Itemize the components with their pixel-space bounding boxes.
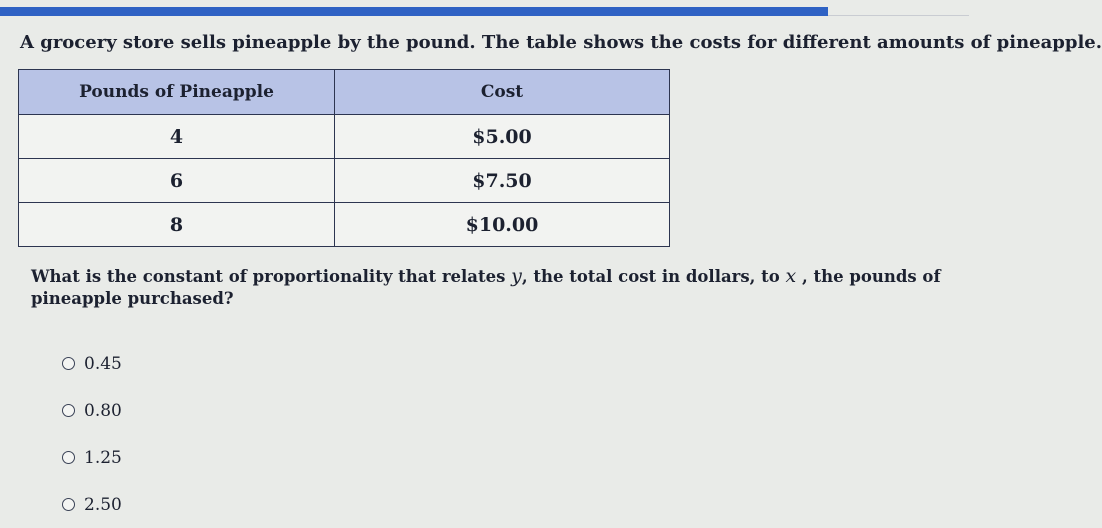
- variable-x: x: [785, 265, 797, 287]
- cell-cost: $7.50: [335, 159, 670, 203]
- radio-button[interactable]: [62, 498, 75, 511]
- table-header-row: [19, 70, 670, 115]
- cell-cost: $10.00: [335, 203, 670, 247]
- answer-options: [62, 340, 122, 528]
- table-row: [19, 203, 670, 247]
- variable-y: y: [511, 265, 522, 287]
- cell-cost: $5.00: [335, 115, 670, 159]
- header-cost: Cost: [335, 70, 670, 115]
- option-label[interactable]: 0.45: [84, 353, 122, 374]
- option-label[interactable]: 0.80: [84, 400, 122, 421]
- answer-option[interactable]: [62, 387, 122, 434]
- question-text: A grocery store sells pineapple by the pound. The table shows the costs for different amounts of pineapple.: [20, 32, 1102, 53]
- option-label[interactable]: 2.50: [84, 494, 122, 515]
- radio-button[interactable]: [62, 357, 75, 370]
- prompt-text: [31, 265, 963, 310]
- table-row: [19, 115, 670, 159]
- table-row: [19, 159, 670, 203]
- cell-pounds: 4: [19, 115, 335, 159]
- prompt-part-2: , the total cost in dollars, to: [521, 267, 786, 286]
- answer-option[interactable]: [62, 481, 122, 528]
- header-pounds: Pounds of Pineapple: [19, 70, 335, 115]
- answer-option[interactable]: [62, 340, 122, 387]
- option-label[interactable]: 1.25: [84, 447, 122, 468]
- cell-pounds: 8: [19, 203, 335, 247]
- answer-option[interactable]: [62, 434, 122, 481]
- pineapple-cost-table: [18, 69, 670, 247]
- cell-pounds: 6: [19, 159, 335, 203]
- radio-button[interactable]: [62, 451, 75, 464]
- divider: [828, 15, 969, 16]
- prompt-part-3: , the pounds of pineapple purchased?: [31, 267, 941, 308]
- radio-button[interactable]: [62, 404, 75, 417]
- progress-bar: [0, 7, 828, 16]
- prompt-part-1: What is the constant of proportionality that relates: [31, 267, 512, 286]
